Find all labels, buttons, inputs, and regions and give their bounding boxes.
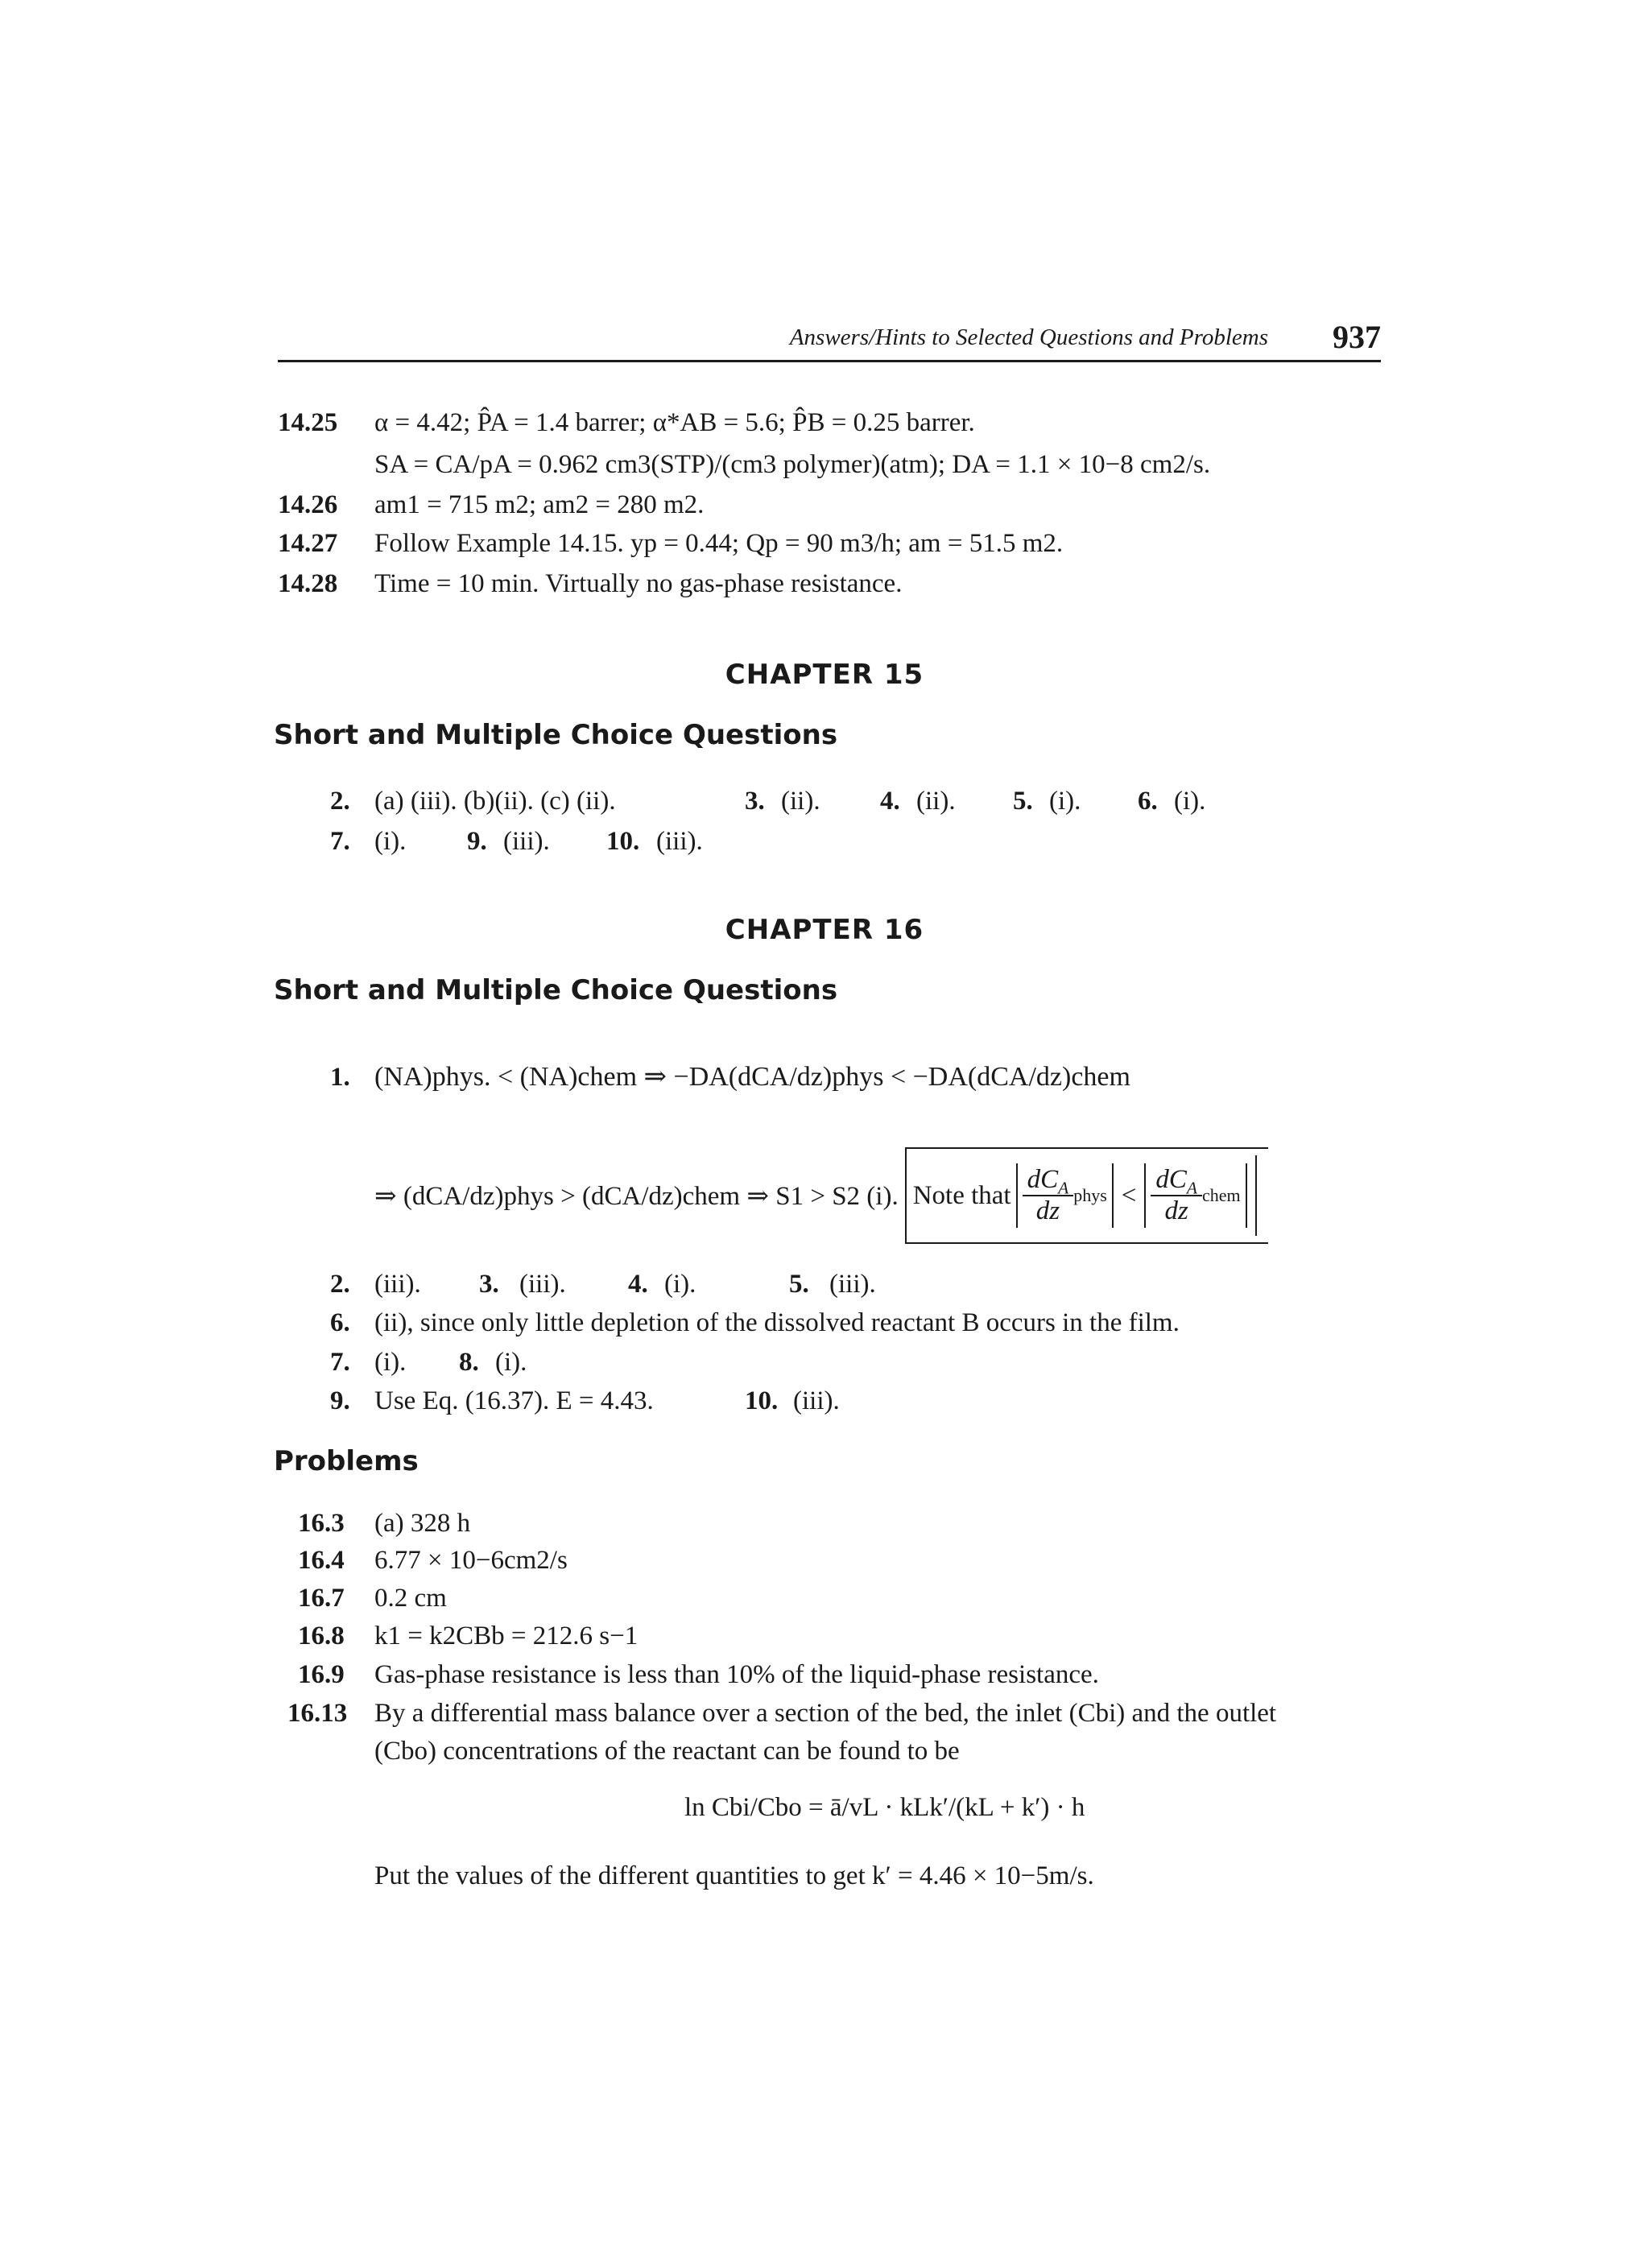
problem-number-16-3: 16.3 (298, 1509, 345, 1538)
problem-16-13-line-2: (Cbo) concentrations of the reactant can be found to be (374, 1737, 960, 1766)
problem-number-14-27: 14.27 (278, 529, 338, 558)
ch16-q3-answer: (iii). (519, 1270, 566, 1299)
ch16-q2-answer: (iii). (374, 1270, 421, 1299)
problem-number-14-25: 14.25 (278, 408, 338, 437)
problem-14-25-line-1: α = 4.42; P̂A = 1.4 barrer; α*AB = 5.6; P̂B = 0.25 barrer. (374, 408, 975, 437)
ch15-q9-number: 9. (467, 827, 487, 856)
bracket-close-bar (1255, 1155, 1257, 1236)
ch15-q7-answer: (i). (374, 827, 407, 856)
problem-number-14-26: 14.26 (278, 490, 338, 519)
ch16-q9-answer: Use Eq. (16.37). E = 4.43. (374, 1386, 654, 1415)
ch16-q1-equation-1: (NA)phys. < (NA)chem ⇒ −DA(dCA/dz)phys < −DA(dCA/dz)chem (374, 1062, 1130, 1092)
problem-number-14-28: 14.28 (278, 569, 338, 598)
ch16-q3-number: 3. (479, 1270, 499, 1299)
ch15-q4-number: 4. (880, 787, 900, 816)
ch16-q1-equation-2: ⇒ (dCA/dz)phys > (dCA/dz)chem ⇒ S1 > S2 (i). (374, 1182, 899, 1211)
abs-bar-left (1016, 1163, 1018, 1228)
chapter-15-heading: CHAPTER 15 (725, 659, 924, 691)
problem-14-27-text: Follow Example 14.15. yp = 0.44; Qp = 90 m3/h; am = 51.5 m2. (374, 529, 1064, 558)
problem-16-13-line-3: Put the values of the different quantities to get k′ = 4.46 × 10−5m/s. (374, 1861, 1094, 1890)
problems-heading: Problems (274, 1445, 419, 1477)
ch16-q7-answer: (i). (374, 1348, 407, 1377)
ch16-q10-number: 10. (745, 1386, 779, 1415)
abs-bar-right (1246, 1163, 1247, 1228)
ch15-q6-answer: (i). (1174, 787, 1206, 816)
abs-bar-mid-1 (1112, 1163, 1114, 1228)
problem-16-13-line-1: By a differential mass balance over a section of the bed, the inlet (Cbi) and the outlet (374, 1699, 1277, 1728)
ch15-q5-number: 5. (1013, 787, 1033, 816)
ch15-q4-answer: (ii). (916, 787, 956, 816)
ch15-q3-number: 3. (745, 787, 765, 816)
ch15-q10-answer: (iii). (656, 827, 703, 856)
abs-bar-mid-2 (1144, 1163, 1146, 1228)
problem-number-16-13: 16.13 (287, 1699, 348, 1728)
ch16-q8-number: 8. (459, 1348, 479, 1377)
ch16-q8-answer: (i). (495, 1348, 527, 1377)
problem-14-25-line-2: SA = CA/pA = 0.962 cm3(STP)/(cm3 polymer)(atm); DA = 1.1 × 10−8 cm2/s. (374, 450, 1211, 479)
ch16-q6-number: 6. (330, 1308, 350, 1337)
ch15-q3-answer: (ii). (781, 787, 820, 816)
note-chem-gradient: $\frac{dC_A}{dz}$ (1151, 1165, 1202, 1226)
ch16-q1-note-bracket: Note that $\frac{dC_A}{dz}$ phys < $\frac{dC_A}{dz}$ chem (905, 1147, 1268, 1244)
chapter-16-heading: CHAPTER 16 (725, 914, 924, 946)
ch16-q7-number: 7. (330, 1348, 350, 1377)
note-phys-gradient: $\frac{dC_A}{dz}$ (1023, 1165, 1074, 1226)
problem-number-16-4: 16.4 (298, 1546, 345, 1575)
ch16-q4-number: 4. (628, 1270, 648, 1299)
ch15-q2-number: 2. (330, 787, 350, 816)
problem-number-16-7: 16.7 (298, 1584, 345, 1613)
running-header-title: Answers/Hints to Selected Questions and Problems (789, 324, 1268, 350)
ch16-q1-note-label: Note that (912, 1180, 1011, 1210)
ch15-q9-answer: (iii). (503, 827, 550, 856)
running-header (278, 318, 1381, 362)
problem-number-16-8: 16.8 (298, 1621, 345, 1650)
problem-16-7-text: 0.2 cm (374, 1584, 447, 1613)
ch15-q7-number: 7. (330, 827, 350, 856)
ch16-q4-answer: (i). (664, 1270, 696, 1299)
problem-16-3-text: (a) 328 h (374, 1509, 471, 1538)
ch16-q1-equation-2-row (374, 1155, 1268, 1236)
ch16-q2-number: 2. (330, 1270, 350, 1299)
ch16-q1-number: 1. (330, 1063, 350, 1092)
chapter-16-section-heading: Short and Multiple Choice Questions (274, 974, 838, 1006)
ch16-q6-answer: (ii), since only little depletion of the dissolved reactant B occurs in the film. (374, 1308, 1180, 1337)
ch16-q5-answer: (iii). (829, 1270, 876, 1299)
problem-16-13-equation: ln Cbi/Cbo = ā/vL · kLk′/(kL + k′) · h (684, 1793, 1085, 1822)
ch15-q10-number: 10. (606, 827, 640, 856)
problem-14-28-text: Time = 10 min. Virtually no gas-phase resistance. (374, 569, 903, 598)
page-number: 937 (1333, 319, 1381, 355)
ch16-q9-number: 9. (330, 1386, 350, 1415)
chapter-15-section-heading: Short and Multiple Choice Questions (274, 719, 838, 751)
problem-16-9-text: Gas-phase resistance is less than 10% of the liquid-phase resistance. (374, 1660, 1099, 1689)
ch16-q10-answer: (iii). (793, 1386, 840, 1415)
ch16-q5-number: 5. (789, 1270, 809, 1299)
problem-16-8-text: k1 = k2CBb = 212.6 s−1 (374, 1621, 639, 1650)
problem-number-16-9: 16.9 (298, 1660, 345, 1689)
ch15-q6-number: 6. (1138, 787, 1158, 816)
ch15-q5-answer: (i). (1049, 787, 1081, 816)
problem-14-26-text: am1 = 715 m2; am2 = 280 m2. (374, 490, 705, 519)
problem-16-4-text: 6.77 × 10−6cm2/s (374, 1546, 568, 1575)
ch15-q2-answer: (a) (iii). (b)(ii). (c) (ii). (374, 787, 616, 816)
